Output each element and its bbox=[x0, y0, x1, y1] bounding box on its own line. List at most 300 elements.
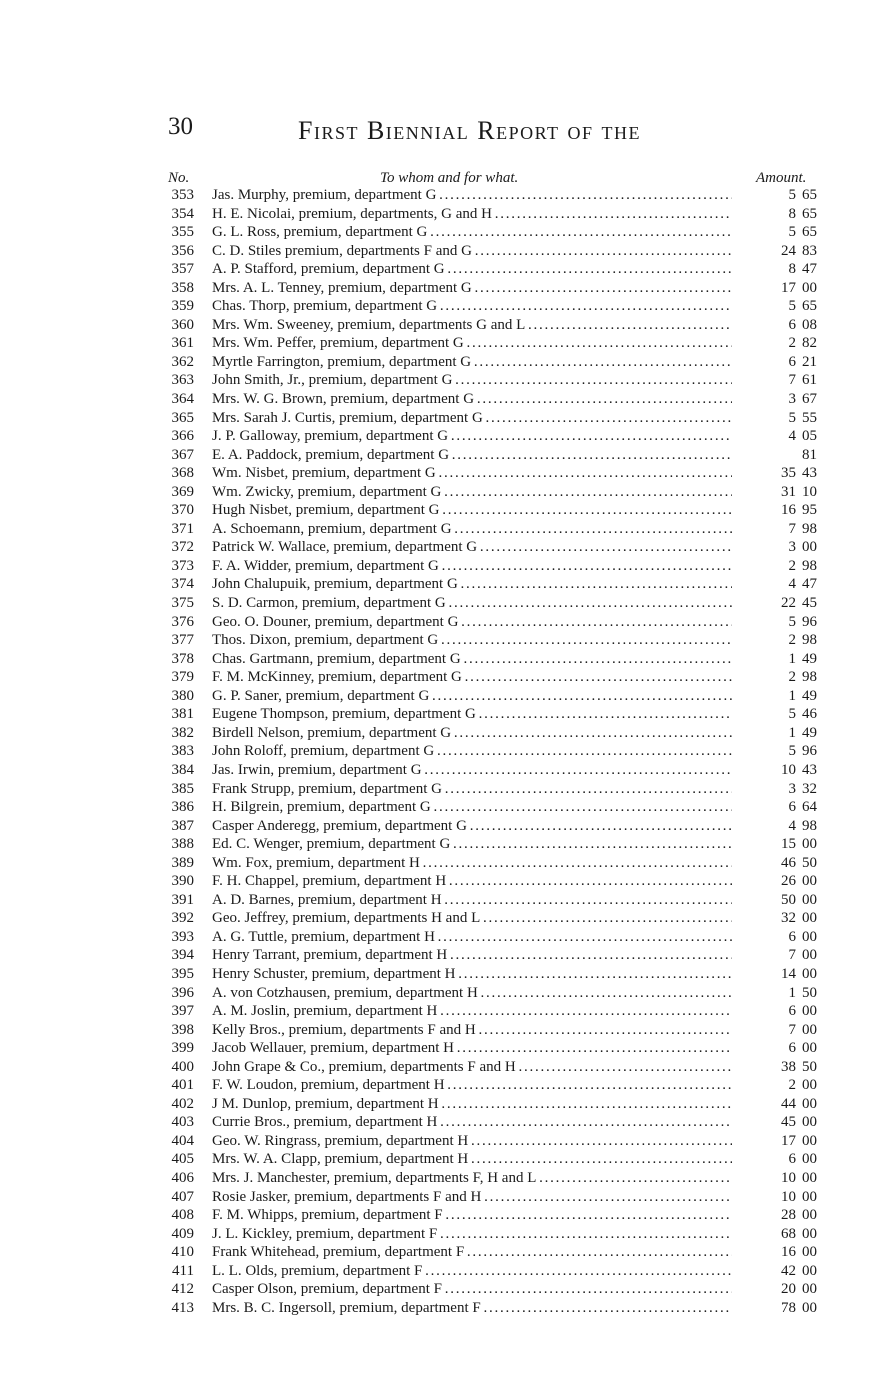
amount-cents: 00 bbox=[802, 873, 817, 890]
amount-dollars: 7 bbox=[788, 520, 796, 537]
amount-dollars: 5 bbox=[788, 409, 796, 426]
entry-number: 391 bbox=[171, 891, 194, 908]
amount-cents: 00 bbox=[802, 1244, 817, 1261]
amount-cents: 00 bbox=[802, 947, 817, 964]
entry-number: 372 bbox=[171, 539, 194, 556]
table-row bbox=[0, 260, 872, 279]
amount-dollars: 5 bbox=[788, 187, 796, 203]
amount-dollars: 4 bbox=[788, 576, 796, 593]
amount-cents: 45 bbox=[802, 595, 817, 612]
amount-dollars: 20 bbox=[781, 1281, 796, 1298]
amount-dollars: 1 bbox=[788, 687, 796, 704]
table-row bbox=[0, 650, 872, 669]
entry-number: 353 bbox=[171, 187, 194, 203]
entry-description: E. A. Paddock, premium, department G . . . bbox=[212, 446, 732, 465]
entry-description: F. W. Loudon, premium, department H . . . bbox=[212, 1076, 732, 1095]
table-row bbox=[0, 242, 872, 261]
entry-number: 404 bbox=[171, 1132, 194, 1149]
amount-cents: 00 bbox=[802, 836, 817, 853]
table-row bbox=[0, 1169, 872, 1188]
entry-number: 408 bbox=[171, 1207, 194, 1224]
table-row bbox=[0, 891, 872, 910]
table-row bbox=[0, 1076, 872, 1095]
amount-dollars: 24 bbox=[781, 242, 796, 259]
entry-description: Birdell Nelson, premium, department G . . . bbox=[212, 724, 732, 743]
amount-dollars: 35 bbox=[781, 465, 796, 482]
amount-dollars: 16 bbox=[781, 502, 796, 519]
entry-number: 355 bbox=[171, 224, 194, 241]
amount-dollars: 31 bbox=[781, 483, 796, 500]
table-row bbox=[0, 1262, 872, 1281]
amount-cents: 98 bbox=[802, 520, 817, 537]
amount-dollars: 1 bbox=[788, 984, 796, 1001]
entry-description: Henry Tarrant, premium, department H . . . bbox=[212, 946, 732, 965]
amount-cents: 00 bbox=[802, 1021, 817, 1038]
table-row bbox=[0, 613, 872, 632]
entry-number: 369 bbox=[171, 483, 194, 500]
entry-number: 396 bbox=[171, 984, 194, 1001]
entry-description: A. von Cotzhausen, premium, department H . . . bbox=[212, 984, 732, 1003]
entry-description: Frank Strupp, premium, department G . . . bbox=[212, 780, 732, 799]
amount-dollars: 3 bbox=[788, 780, 796, 797]
entry-number: 410 bbox=[171, 1244, 194, 1261]
amount-cents: 65 bbox=[802, 298, 817, 315]
entry-description: Mrs. Sarah J. Curtis, premium, department G . . . bbox=[212, 409, 732, 428]
amount-dollars: 6 bbox=[788, 1040, 796, 1057]
amount-dollars: 68 bbox=[781, 1225, 796, 1242]
amount-dollars: 5 bbox=[788, 743, 796, 760]
amount-dollars: 78 bbox=[781, 1299, 796, 1316]
table-row bbox=[0, 427, 872, 446]
table-row bbox=[0, 909, 872, 928]
table-row bbox=[0, 316, 872, 335]
entry-description: A. M. Joslin, premium, department H . . . bbox=[212, 1002, 732, 1021]
amount-dollars: 5 bbox=[788, 706, 796, 723]
table-row bbox=[0, 984, 872, 1003]
table-row bbox=[0, 817, 872, 836]
table-row bbox=[0, 1039, 872, 1058]
entry-number: 382 bbox=[171, 724, 194, 741]
entry-description: Mrs. B. C. Ingersoll, premium, department F . . . bbox=[212, 1299, 732, 1318]
amount-dollars: 16 bbox=[781, 1244, 796, 1261]
entry-description: Patrick W. Wallace, premium, department G . . . bbox=[212, 538, 732, 557]
table-row bbox=[0, 1058, 872, 1077]
entry-description: Henry Schuster, premium, department H . . . bbox=[212, 965, 732, 984]
table-row bbox=[0, 1150, 872, 1169]
amount-cents: 00 bbox=[802, 279, 817, 296]
table-row bbox=[0, 464, 872, 483]
table-row bbox=[0, 965, 872, 984]
amount-cents: 82 bbox=[802, 335, 817, 352]
column-header-amount: Amount. bbox=[756, 170, 807, 186]
entry-number: 380 bbox=[171, 687, 194, 704]
entry-description: F. A. Widder, premium, department G . . . bbox=[212, 557, 732, 576]
entry-number: 402 bbox=[171, 1095, 194, 1112]
amount-cents: 00 bbox=[802, 1151, 817, 1168]
table-row bbox=[0, 501, 872, 520]
amount-dollars: 5 bbox=[788, 613, 796, 630]
table-row bbox=[0, 798, 872, 817]
table-row bbox=[0, 205, 872, 224]
amount-cents: 10 bbox=[802, 483, 817, 500]
table-row bbox=[0, 631, 872, 650]
entry-number: 365 bbox=[171, 409, 194, 426]
amount-cents: 43 bbox=[802, 465, 817, 482]
amount-dollars: 32 bbox=[781, 910, 796, 927]
table-row bbox=[0, 223, 872, 242]
amount-cents: 49 bbox=[802, 687, 817, 704]
entry-description: Mrs. Wm. Peffer, premium, department G . . . bbox=[212, 334, 732, 353]
entry-number: 381 bbox=[171, 706, 194, 723]
entry-description: Jas. Irwin, premium, department G . . . bbox=[212, 761, 732, 780]
amount-dollars: 14 bbox=[781, 965, 796, 982]
amount-cents: 43 bbox=[802, 761, 817, 778]
amount-cents: 00 bbox=[802, 1114, 817, 1131]
amount-dollars: 2 bbox=[788, 1077, 796, 1094]
table-row bbox=[0, 1132, 872, 1151]
amount-cents: 65 bbox=[802, 187, 817, 203]
entry-number: 388 bbox=[171, 836, 194, 853]
entry-number: 393 bbox=[171, 928, 194, 945]
amount-dollars: 6 bbox=[788, 1151, 796, 1168]
entry-number: 379 bbox=[171, 669, 194, 686]
table-row bbox=[0, 1021, 872, 1040]
amount-dollars: 10 bbox=[781, 1188, 796, 1205]
entry-number: 413 bbox=[171, 1299, 194, 1316]
amount-dollars: 10 bbox=[781, 761, 796, 778]
entry-description: Eugene Thompson, premium, department G . . . bbox=[212, 705, 732, 724]
entry-number: 383 bbox=[171, 743, 194, 760]
entry-description: C. D. Stiles premium, departments F and G . . . bbox=[212, 242, 732, 261]
amount-dollars: 6 bbox=[788, 353, 796, 370]
amount-dollars: 6 bbox=[788, 928, 796, 945]
amount-cents: 00 bbox=[802, 1132, 817, 1149]
amount-cents: 00 bbox=[802, 1169, 817, 1186]
entry-description: Currie Bros., premium, department H . . . bbox=[212, 1113, 732, 1132]
amount-dollars: 3 bbox=[788, 391, 796, 408]
entry-number: 373 bbox=[171, 557, 194, 574]
entry-number: 409 bbox=[171, 1225, 194, 1242]
ledger-table bbox=[0, 186, 872, 1317]
amount-cents: 00 bbox=[802, 891, 817, 908]
entry-description: Casper Olson, premium, department F . . . bbox=[212, 1280, 732, 1299]
amount-cents: 00 bbox=[802, 539, 817, 556]
table-row bbox=[0, 1113, 872, 1132]
entry-description: Geo. Jeffrey, premium, departments H and L . . . bbox=[212, 909, 732, 928]
entry-description: Rosie Jasker, premium, departments F and H . . . bbox=[212, 1188, 732, 1207]
entry-description: Geo. O. Douner, premium, department G . . . bbox=[212, 613, 732, 632]
entry-number: 394 bbox=[171, 947, 194, 964]
table-row bbox=[0, 946, 872, 965]
entry-description: Wm. Zwicky, premium, department G . . . bbox=[212, 483, 732, 502]
table-row bbox=[0, 780, 872, 799]
column-header-no: No. bbox=[168, 170, 190, 186]
amount-cents: 61 bbox=[802, 372, 817, 389]
table-row bbox=[0, 1299, 872, 1318]
table-row bbox=[0, 668, 872, 687]
table-row bbox=[0, 334, 872, 353]
amount-dollars: 8 bbox=[788, 205, 796, 222]
table-row bbox=[0, 409, 872, 428]
amount-cents: 00 bbox=[802, 1003, 817, 1020]
amount-cents: 00 bbox=[802, 1299, 817, 1316]
amount-dollars: 2 bbox=[788, 632, 796, 649]
table-row bbox=[0, 1095, 872, 1114]
running-head: First Biennial Report of the bbox=[298, 116, 642, 145]
entry-number: 356 bbox=[171, 242, 194, 259]
entry-description: F. M. McKinney, premium, department G . . . bbox=[212, 668, 732, 687]
amount-dollars: 6 bbox=[788, 316, 796, 333]
amount-cents: 00 bbox=[802, 1188, 817, 1205]
amount-dollars: 2 bbox=[788, 335, 796, 352]
entry-number: 367 bbox=[171, 446, 194, 463]
amount-dollars: 4 bbox=[788, 428, 796, 445]
table-row bbox=[0, 1206, 872, 1225]
entry-description: F. H. Chappel, premium, department H . . . bbox=[212, 872, 732, 891]
entry-number: 405 bbox=[171, 1151, 194, 1168]
entry-description: Mrs. Wm. Sweeney, premium, departments G and L . . . bbox=[212, 316, 732, 335]
entry-number: 387 bbox=[171, 817, 194, 834]
amount-cents: 67 bbox=[802, 391, 817, 408]
amount-dollars: 5 bbox=[788, 298, 796, 315]
entry-description: F. M. Whipps, premium, department F . . . bbox=[212, 1206, 732, 1225]
entry-description: Kelly Bros., premium, departments F and H . . . bbox=[212, 1021, 732, 1040]
entry-description: Wm. Nisbet, premium, department G . . . bbox=[212, 464, 732, 483]
entry-description: Mrs. A. L. Tenney, premium, department G . . . bbox=[212, 279, 732, 298]
table-row bbox=[0, 1225, 872, 1244]
entry-number: 389 bbox=[171, 854, 194, 871]
entry-number: 400 bbox=[171, 1058, 194, 1075]
amount-dollars: 8 bbox=[788, 261, 796, 278]
entry-number: 375 bbox=[171, 595, 194, 612]
table-row bbox=[0, 928, 872, 947]
entry-number: 359 bbox=[171, 298, 194, 315]
entry-description: S. D. Carmon, premium, department G . . . bbox=[212, 594, 732, 613]
amount-cents: 00 bbox=[802, 1225, 817, 1242]
entry-description: J. P. Galloway, premium, department G . . . bbox=[212, 427, 732, 446]
amount-cents: 98 bbox=[802, 557, 817, 574]
amount-cents: 47 bbox=[802, 576, 817, 593]
entry-description: Chas. Thorp, premium, department G . . . bbox=[212, 297, 732, 316]
amount-cents: 00 bbox=[802, 1077, 817, 1094]
table-row bbox=[0, 483, 872, 502]
entry-description: Hugh Nisbet, premium, department G . . . bbox=[212, 501, 732, 520]
entry-number: 395 bbox=[171, 965, 194, 982]
entry-number: 364 bbox=[171, 391, 194, 408]
entry-description: Wm. Fox, premium, department H . . . bbox=[212, 854, 732, 873]
entry-description: Jas. Murphy, premium, department G . . . bbox=[212, 186, 732, 205]
amount-cents: 65 bbox=[802, 224, 817, 241]
entry-description: John Smith, Jr., premium, department G . . . bbox=[212, 371, 732, 390]
table-row bbox=[0, 724, 872, 743]
entry-number: 386 bbox=[171, 799, 194, 816]
entry-number: 357 bbox=[171, 261, 194, 278]
entry-description: Thos. Dixon, premium, department G . . . bbox=[212, 631, 732, 650]
amount-cents: 83 bbox=[802, 242, 817, 259]
amount-cents: 50 bbox=[802, 1058, 817, 1075]
table-row bbox=[0, 594, 872, 613]
entry-description: Ed. C. Wenger, premium, department G . . . bbox=[212, 835, 732, 854]
entry-number: 368 bbox=[171, 465, 194, 482]
table-row bbox=[0, 705, 872, 724]
amount-cents: 96 bbox=[802, 613, 817, 630]
table-row bbox=[0, 520, 872, 539]
entry-number: 361 bbox=[171, 335, 194, 352]
table-row bbox=[0, 742, 872, 761]
entry-number: 412 bbox=[171, 1281, 194, 1298]
entry-number: 354 bbox=[171, 205, 194, 222]
amount-dollars: 50 bbox=[781, 891, 796, 908]
entry-description: John Roloff, premium, department G . . . bbox=[212, 742, 732, 761]
amount-dollars: 3 bbox=[788, 539, 796, 556]
entry-description: A. G. Tuttle, premium, department H . . . bbox=[212, 928, 732, 947]
entry-description: H. E. Nicolai, premium, departments, G and H . . . bbox=[212, 205, 732, 224]
entry-number: 411 bbox=[172, 1262, 194, 1279]
page-number: 30 bbox=[168, 113, 193, 140]
table-row bbox=[0, 279, 872, 298]
entry-description: John Grape & Co., premium, departments F and H . . . bbox=[212, 1058, 732, 1077]
amount-cents: 47 bbox=[802, 261, 817, 278]
entry-number: 378 bbox=[171, 650, 194, 667]
entry-number: 360 bbox=[171, 316, 194, 333]
amount-dollars: 7 bbox=[788, 947, 796, 964]
table-row bbox=[0, 353, 872, 372]
entry-description: Casper Anderegg, premium, department G . . . bbox=[212, 817, 732, 836]
entry-number: 384 bbox=[171, 761, 194, 778]
amount-cents: 00 bbox=[802, 1095, 817, 1112]
amount-cents: 98 bbox=[802, 632, 817, 649]
table-row bbox=[0, 872, 872, 891]
table-row bbox=[0, 687, 872, 706]
entry-description: A. P. Stafford, premium, department G . . . bbox=[212, 260, 732, 279]
amount-dollars: 45 bbox=[781, 1114, 796, 1131]
table-row bbox=[0, 761, 872, 780]
amount-cents: 50 bbox=[802, 984, 817, 1001]
entry-number: 358 bbox=[171, 279, 194, 296]
table-row bbox=[0, 1002, 872, 1021]
entry-description: J. L. Kickley, premium, department F . . . bbox=[212, 1225, 732, 1244]
amount-dollars: 6 bbox=[788, 1003, 796, 1020]
amount-cents: 21 bbox=[802, 353, 817, 370]
entry-description: J M. Dunlop, premium, department H . . . bbox=[212, 1095, 732, 1114]
entry-number: 406 bbox=[171, 1169, 194, 1186]
table-row bbox=[0, 538, 872, 557]
entry-description: Mrs. W. A. Clapp, premium, department H . . . bbox=[212, 1150, 732, 1169]
amount-dollars: 28 bbox=[781, 1207, 796, 1224]
table-row bbox=[0, 1243, 872, 1262]
amount-cents: 98 bbox=[802, 817, 817, 834]
amount-cents: 00 bbox=[802, 1207, 817, 1224]
entry-number: 362 bbox=[171, 353, 194, 370]
amount-cents: 05 bbox=[802, 428, 817, 445]
entry-description: A. D. Barnes, premium, department H . . . bbox=[212, 891, 732, 910]
table-row bbox=[0, 575, 872, 594]
table-row bbox=[0, 835, 872, 854]
amount-dollars: 26 bbox=[781, 873, 796, 890]
entry-description: H. Bilgrein, premium, department G . . . bbox=[212, 798, 732, 817]
amount-cents: 49 bbox=[802, 650, 817, 667]
amount-cents: 95 bbox=[802, 502, 817, 519]
amount-cents: 08 bbox=[802, 316, 817, 333]
amount-dollars: 2 bbox=[788, 557, 796, 574]
table-row bbox=[0, 371, 872, 390]
entry-number: 371 bbox=[171, 520, 194, 537]
entry-number: 370 bbox=[171, 502, 194, 519]
amount-cents: 00 bbox=[802, 1040, 817, 1057]
entry-number: 374 bbox=[171, 576, 194, 593]
entry-number: 397 bbox=[171, 1003, 194, 1020]
entry-number: 399 bbox=[171, 1040, 194, 1057]
entry-number: 401 bbox=[171, 1077, 194, 1094]
entry-description: Jacob Wellauer, premium, department H . . . bbox=[212, 1039, 732, 1058]
amount-cents: 00 bbox=[802, 1262, 817, 1279]
entry-number: 407 bbox=[171, 1188, 194, 1205]
table-row bbox=[0, 297, 872, 316]
table-row bbox=[0, 1188, 872, 1207]
entry-number: 390 bbox=[171, 873, 194, 890]
table-row bbox=[0, 390, 872, 409]
amount-dollars: 7 bbox=[788, 1021, 796, 1038]
amount-dollars: 6 bbox=[788, 799, 796, 816]
amount-dollars: 10 bbox=[781, 1169, 796, 1186]
entry-description: L. L. Olds, premium, department F . . . bbox=[212, 1262, 732, 1281]
amount-dollars: 4 bbox=[788, 817, 796, 834]
amount-dollars: 5 bbox=[788, 224, 796, 241]
entry-number: 398 bbox=[171, 1021, 194, 1038]
entry-description: Mrs. W. G. Brown, premium, department G . . . bbox=[212, 390, 732, 409]
amount-dollars: 7 bbox=[788, 372, 796, 389]
amount-cents: 55 bbox=[802, 409, 817, 426]
amount-cents: 00 bbox=[802, 910, 817, 927]
entry-description: Myrtle Farrington, premium, department G . . . bbox=[212, 353, 732, 372]
amount-cents: 00 bbox=[802, 1281, 817, 1298]
entry-number: 377 bbox=[171, 632, 194, 649]
amount-cents: 50 bbox=[802, 854, 817, 871]
entry-description: G. P. Saner, premium, department G . . . bbox=[212, 687, 732, 706]
amount-dollars: 2 bbox=[788, 669, 796, 686]
amount-cents: 32 bbox=[802, 780, 817, 797]
amount-cents: 00 bbox=[802, 965, 817, 982]
table-row bbox=[0, 1280, 872, 1299]
amount-dollars: 42 bbox=[781, 1262, 796, 1279]
amount-cents: 46 bbox=[802, 706, 817, 723]
column-header-description: To whom and for what. bbox=[380, 170, 519, 186]
entry-description: John Chalupuik, premium, department G . . . bbox=[212, 575, 732, 594]
table-row bbox=[0, 446, 872, 465]
amount-dollars: 46 bbox=[781, 854, 796, 871]
entry-description: Frank Whitehead, premium, department F . . . bbox=[212, 1243, 732, 1262]
table-row bbox=[0, 186, 872, 205]
amount-cents: 65 bbox=[802, 205, 817, 222]
amount-dollars: 15 bbox=[781, 836, 796, 853]
amount-cents: 00 bbox=[802, 928, 817, 945]
entry-description: Chas. Gartmann, premium, department G . . . bbox=[212, 650, 732, 669]
amount-dollars: 38 bbox=[781, 1058, 796, 1075]
entry-number: 392 bbox=[171, 910, 194, 927]
table-row bbox=[0, 557, 872, 576]
amount-dollars: 1 bbox=[788, 650, 796, 667]
amount-cents: 96 bbox=[802, 743, 817, 760]
amount-cents: 98 bbox=[802, 669, 817, 686]
entry-number: 376 bbox=[171, 613, 194, 630]
amount-dollars: 17 bbox=[781, 1132, 796, 1149]
entry-number: 366 bbox=[171, 428, 194, 445]
amount-cents: 81 bbox=[802, 446, 817, 463]
amount-dollars: 1 bbox=[788, 724, 796, 741]
amount-cents: 64 bbox=[802, 799, 817, 816]
entry-description: Mrs. J. Manchester, premium, departments F, H and L . . . bbox=[212, 1169, 732, 1188]
entry-description: G. L. Ross, premium, department G . . . bbox=[212, 223, 732, 242]
